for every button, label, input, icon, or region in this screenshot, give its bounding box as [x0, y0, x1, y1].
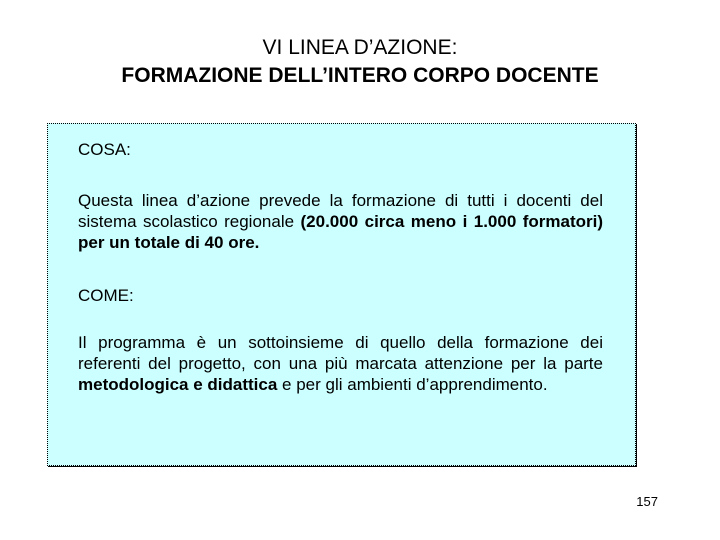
- slide-title: [0, 34, 720, 90]
- cosa-text-bold: (20.000 circa meno i 1.000 formatori) per un totale di 40 ore.: [78, 212, 604, 252]
- come-paragraph: [78, 332, 603, 395]
- title-line-2: FORMAZIONE DELL’INTERO CORPO DOCENTE: [121, 64, 599, 87]
- content-box: [47, 123, 636, 466]
- cosa-heading: COSA:: [78, 140, 131, 159]
- come-heading: COME:: [78, 286, 134, 305]
- cosa-text: Questa linea d’azione prevede la formazione di tutti i docenti del sistema scolastico regionale: [78, 191, 603, 231]
- come-text: Il programma è un sottoinsieme di quello della formazione dei referenti del progetto, con una più marcata attenzione per la parte: [78, 333, 603, 373]
- come-text-bold: metodologica e didattica: [78, 375, 278, 394]
- cosa-paragraph: [78, 190, 603, 253]
- come-text-end: e per gli ambienti d’apprendimento.: [277, 375, 548, 394]
- page-number: 157: [636, 494, 658, 509]
- title-line-1: VI LINEA D’AZIONE:: [262, 36, 458, 59]
